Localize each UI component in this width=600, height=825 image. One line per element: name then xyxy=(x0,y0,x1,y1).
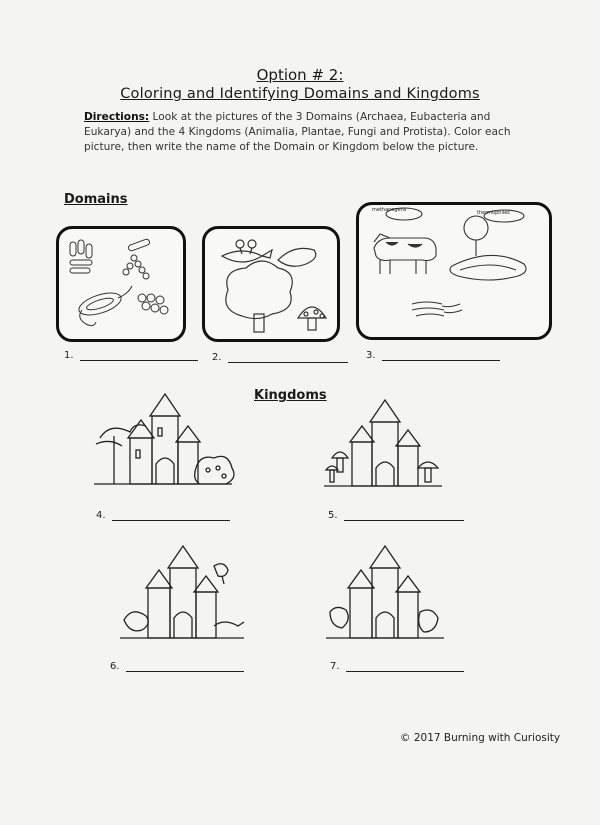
castle-fungi-illustration xyxy=(322,394,452,490)
eukarya-illustration xyxy=(202,226,340,342)
blank-1 xyxy=(64,350,198,361)
directions-paragraph xyxy=(84,110,524,155)
blank-4 xyxy=(96,510,230,521)
copyright-footer: © 2017 Burning with Curiosity xyxy=(400,732,561,744)
blank-6 xyxy=(110,661,244,672)
blank-number: 2. xyxy=(212,352,222,363)
thermophiles-label: thermophiles xyxy=(477,210,510,216)
worksheet-option-title: Option # 2: xyxy=(256,66,344,84)
answer-line-2[interactable] xyxy=(228,362,348,363)
domains-heading: Domains xyxy=(64,192,128,207)
blank-number: 5. xyxy=(328,510,338,521)
blank-7 xyxy=(330,661,464,672)
archaea-illustration xyxy=(356,202,552,340)
blank-5 xyxy=(328,510,464,521)
castle-protista-illustration xyxy=(324,542,454,642)
directions-label: Directions: xyxy=(84,111,150,123)
bacteria-illustration xyxy=(56,226,186,342)
answer-line-7[interactable] xyxy=(346,671,464,672)
answer-line-1[interactable] xyxy=(80,360,198,361)
castle-animalia-illustration xyxy=(118,542,248,642)
blank-2 xyxy=(212,352,348,363)
blank-number: 4. xyxy=(96,510,106,521)
answer-line-4[interactable] xyxy=(112,520,230,521)
answer-line-3[interactable] xyxy=(382,360,500,361)
blank-number: 6. xyxy=(110,661,120,672)
answer-line-6[interactable] xyxy=(126,671,244,672)
blank-number: 1. xyxy=(64,350,74,361)
answer-line-5[interactable] xyxy=(344,520,464,521)
blank-3 xyxy=(366,350,500,361)
directions-text: Look at the pictures of the 3 Domains (Archaea, Eubacteria and Eukarya) and the 4 Kingdoms (Animalia, Plantae, Fungi and Protista). Color each picture, then write the name of the Domain or Kingdom below the picture. xyxy=(84,111,511,153)
blank-number: 7. xyxy=(330,661,340,672)
kingdoms-heading: Kingdoms xyxy=(254,388,327,403)
methanogens-label: methanogens xyxy=(372,207,407,213)
castle-plantae-illustration xyxy=(92,388,242,488)
worksheet-main-title: Coloring and Identifying Domains and Kingdoms xyxy=(120,86,480,102)
blank-number: 3. xyxy=(366,350,376,361)
